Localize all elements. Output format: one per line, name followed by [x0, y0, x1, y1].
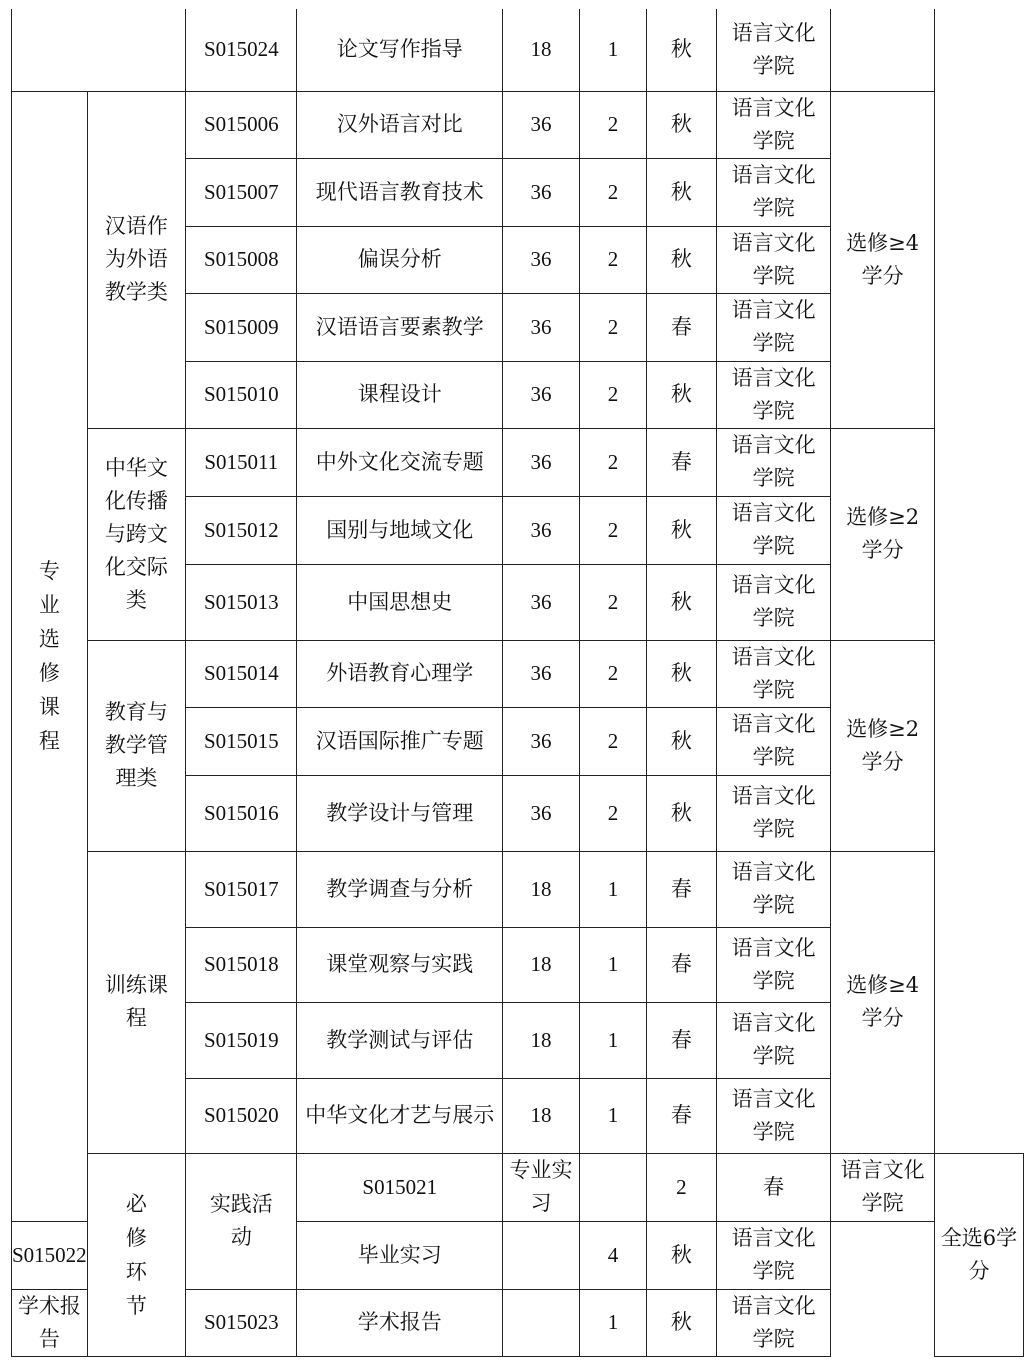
course-credits: 2	[580, 428, 647, 496]
course-dept: 语言文化学院	[716, 1078, 831, 1153]
course-credits: 2	[580, 640, 647, 707]
requirement-group-3: 选修≥2学分	[831, 640, 935, 851]
course-dept: 语言文化学院	[716, 1002, 831, 1078]
course-code: S015007	[186, 158, 297, 226]
course-code: S015013	[186, 564, 297, 640]
requirement-group-2: 选修≥2学分	[831, 428, 935, 640]
course-dept: 语言文化学院	[716, 496, 831, 564]
course-dept: 语言文化学院	[716, 775, 831, 851]
course-name: 教学设计与管理	[297, 775, 503, 851]
course-dept: 语言文化学院	[831, 1153, 935, 1221]
table-row	[12, 91, 1024, 158]
course-hours: 36	[503, 226, 580, 293]
course-code: S015012	[186, 496, 297, 564]
course-name: 专业实习	[503, 1153, 580, 1221]
course-dept: 语言文化学院	[716, 226, 831, 293]
group-practice-activities: 实践活动	[186, 1153, 297, 1289]
course-term: 秋	[646, 361, 716, 428]
course-name: 课程设计	[297, 361, 503, 428]
table-row	[12, 640, 1024, 707]
course-code: S015016	[186, 775, 297, 851]
course-credits: 1	[580, 9, 647, 91]
course-credits: 2	[580, 564, 647, 640]
course-hours: 36	[503, 293, 580, 361]
course-name: 教学调查与分析	[297, 851, 503, 927]
course-code: S015006	[186, 91, 297, 158]
course-credits: 2	[580, 775, 647, 851]
group-education-management: 教育与教学管理类	[87, 640, 185, 851]
course-name: 汉语语言要素教学	[297, 293, 503, 361]
course-credits: 2	[580, 91, 647, 158]
course-term: 秋	[646, 564, 716, 640]
course-term: 秋	[646, 1221, 716, 1289]
course-dept: 语言文化学院	[716, 293, 831, 361]
requirement-empty	[831, 9, 935, 91]
course-hours: 36	[503, 707, 580, 775]
course-term: 春	[646, 851, 716, 927]
table-row	[12, 9, 1024, 91]
course-credits: 2	[580, 707, 647, 775]
course-hours: 36	[503, 158, 580, 226]
course-dept: 语言文化学院	[716, 707, 831, 775]
course-term: 春	[646, 428, 716, 496]
course-name: 中国思想史	[297, 564, 503, 640]
course-term: 春	[646, 1002, 716, 1078]
course-credits: 2	[580, 496, 647, 564]
course-credits: 2	[580, 158, 647, 226]
course-name: 汉语国际推广专题	[297, 707, 503, 775]
course-code: S015015	[186, 707, 297, 775]
course-term: 秋	[646, 640, 716, 707]
course-code: S015009	[186, 293, 297, 361]
course-credits: 2	[646, 1153, 716, 1221]
group-training-courses: 训练课程	[87, 851, 185, 1153]
course-credits: 1	[580, 1002, 647, 1078]
course-name: 中外文化交流专题	[297, 428, 503, 496]
course-code: S015024	[186, 9, 297, 91]
group-academic-report: 学术报告	[12, 1289, 88, 1356]
course-hours	[503, 1289, 580, 1356]
course-hours: 36	[503, 91, 580, 158]
group-culture-communication: 中华文化传播与跨文化交际类	[87, 428, 185, 640]
course-dept: 语言文化学院	[716, 158, 831, 226]
course-dept: 语言文化学院	[716, 927, 831, 1002]
course-name: 课堂观察与实践	[297, 927, 503, 1002]
course-name: 毕业实习	[297, 1221, 503, 1289]
course-credits: 1	[580, 1078, 647, 1153]
course-dept: 语言文化学院	[716, 361, 831, 428]
course-table-page	[11, 9, 1024, 1357]
course-term: 春	[646, 1078, 716, 1153]
course-hours: 36	[503, 640, 580, 707]
course-code: S015023	[186, 1289, 297, 1356]
empty-category-cell	[12, 9, 186, 91]
course-name: 论文写作指导	[297, 9, 503, 91]
course-hours: 18	[503, 9, 580, 91]
course-hours: 18	[503, 1078, 580, 1153]
course-code: S015008	[186, 226, 297, 293]
course-name: 外语教育心理学	[297, 640, 503, 707]
course-name: 汉外语言对比	[297, 91, 503, 158]
course-term: 秋	[646, 91, 716, 158]
course-name: 学术报告	[297, 1289, 503, 1356]
requirement-group-1: 选修≥4学分	[831, 91, 935, 428]
course-code: S015018	[186, 927, 297, 1002]
course-term: 秋	[646, 9, 716, 91]
table-row	[12, 851, 1024, 927]
course-term: 春	[716, 1153, 831, 1221]
course-table	[11, 9, 1024, 1357]
course-code: S015022	[12, 1221, 88, 1289]
course-dept: 语言文化学院	[716, 428, 831, 496]
course-term: 秋	[646, 158, 716, 226]
table-row	[12, 428, 1024, 496]
course-credits: 1	[580, 1289, 647, 1356]
course-code: S015020	[186, 1078, 297, 1153]
section-required: 必修环节	[87, 1153, 185, 1356]
course-credits: 2	[580, 293, 647, 361]
course-hours: 18	[503, 927, 580, 1002]
course-hours	[580, 1153, 647, 1221]
course-term: 秋	[646, 1289, 716, 1356]
course-dept: 语言文化学院	[716, 1221, 831, 1289]
course-name: 现代语言教育技术	[297, 158, 503, 226]
requirement-group-5: 全选6学分	[935, 1153, 1024, 1356]
requirement-group-4: 选修≥4学分	[831, 851, 935, 1153]
course-hours: 18	[503, 1002, 580, 1078]
course-dept: 语言文化学院	[716, 851, 831, 927]
course-term: 秋	[646, 496, 716, 564]
course-hours: 36	[503, 496, 580, 564]
course-name: 偏误分析	[297, 226, 503, 293]
course-credits: 1	[580, 851, 647, 927]
course-hours: 36	[503, 775, 580, 851]
course-dept: 语言文化学院	[716, 91, 831, 158]
course-code: S015011	[186, 428, 297, 496]
course-code: S015017	[186, 851, 297, 927]
course-credits: 1	[580, 927, 647, 1002]
course-credits: 2	[580, 361, 647, 428]
course-hours: 36	[503, 428, 580, 496]
course-code: S015010	[186, 361, 297, 428]
course-term: 秋	[646, 707, 716, 775]
course-term: 秋	[646, 775, 716, 851]
course-name: 中华文化才艺与展示	[297, 1078, 503, 1153]
course-credits: 4	[580, 1221, 647, 1289]
course-term: 秋	[646, 226, 716, 293]
course-name: 国别与地域文化	[297, 496, 503, 564]
course-dept: 语言文化学院	[716, 564, 831, 640]
course-name: 教学测试与评估	[297, 1002, 503, 1078]
course-term: 春	[646, 927, 716, 1002]
course-hours: 18	[503, 851, 580, 927]
course-hours: 36	[503, 361, 580, 428]
course-term: 春	[646, 293, 716, 361]
course-code: S015014	[186, 640, 297, 707]
group-chinese-as-foreign-language: 汉语作为外语教学类	[87, 91, 185, 428]
course-dept: 语言文化学院	[716, 1289, 831, 1356]
section-elective: 专业选修课程	[12, 91, 88, 1221]
course-code: S015019	[186, 1002, 297, 1078]
course-hours: 36	[503, 564, 580, 640]
course-credits: 2	[580, 226, 647, 293]
course-code: S015021	[297, 1153, 503, 1221]
course-dept: 语言文化学院	[716, 9, 831, 91]
course-dept: 语言文化学院	[716, 640, 831, 707]
table-row	[12, 1153, 1024, 1221]
course-hours	[503, 1221, 580, 1289]
